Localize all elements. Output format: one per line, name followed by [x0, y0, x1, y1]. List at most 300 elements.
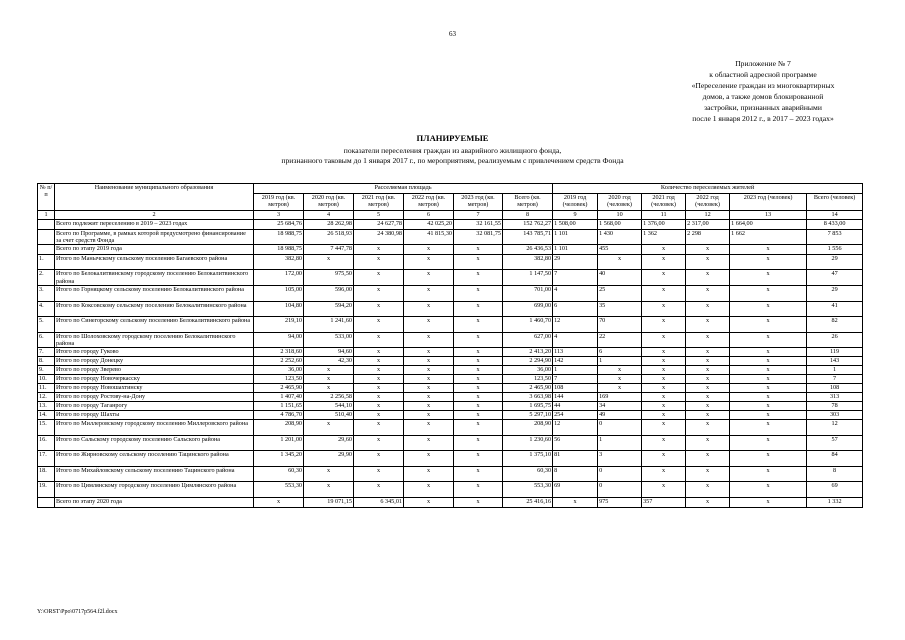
area-value: x	[354, 466, 404, 482]
area-value: 36,00	[503, 366, 553, 375]
area-value: 18 988,75	[254, 245, 304, 255]
row-name: Всего по этапу 2019 года	[55, 245, 254, 255]
people-value: x	[642, 270, 686, 286]
people-value: 313	[807, 393, 863, 402]
area-value: x	[354, 402, 404, 411]
column-number: 8	[503, 211, 553, 220]
area-value: 32 161,55	[454, 220, 503, 230]
area-value: x	[354, 317, 404, 333]
area-value: x	[304, 466, 354, 482]
header-people-group: Количество переселяемых жителей	[553, 184, 863, 194]
people-value: 57	[807, 435, 863, 451]
people-value: x	[686, 451, 730, 467]
people-value: x	[642, 375, 686, 384]
people-value: 169	[598, 393, 642, 402]
people-value: x	[686, 357, 730, 366]
people-value: 113	[553, 348, 598, 357]
people-value: 1 508,00	[553, 220, 598, 230]
row-name: Итого по Синегорскому сельскому поселению Белокалитвинского района	[55, 317, 254, 333]
people-value: 1	[553, 366, 598, 375]
people-value: x	[730, 393, 807, 402]
table-row	[38, 366, 863, 375]
people-value: x	[730, 411, 807, 420]
row-number: 10.	[38, 375, 55, 384]
people-value: x	[642, 411, 686, 420]
area-value: 26 518,93	[304, 229, 354, 245]
row-number	[38, 245, 55, 255]
people-value: x	[642, 348, 686, 357]
area-value: 553,30	[254, 482, 304, 498]
table-row	[38, 384, 863, 393]
area-value: x	[454, 402, 503, 411]
area-value: x	[454, 497, 503, 507]
people-value: x	[730, 384, 807, 393]
people-value: 143	[807, 357, 863, 366]
people-value: x	[730, 435, 807, 451]
column-number: 6	[404, 211, 454, 220]
area-value: 2 318,60	[254, 348, 304, 357]
row-number: 2.	[38, 270, 55, 286]
area-value: x	[304, 420, 354, 436]
area-value: 2 256,58	[304, 393, 354, 402]
area-value: x	[354, 482, 404, 498]
appendix-line: Приложение № 7	[735, 59, 791, 68]
document-title: ПЛАНИРУЕМЫЕ	[416, 133, 489, 143]
area-value: 1 241,60	[304, 317, 354, 333]
people-value: 4	[553, 286, 598, 302]
people-value: 357	[642, 497, 686, 507]
people-value: 8 433,00	[807, 220, 863, 230]
table-row	[38, 357, 863, 366]
people-value: 303	[807, 411, 863, 420]
row-number: 18.	[38, 466, 55, 482]
people-value: 29	[553, 254, 598, 270]
people-value: x	[642, 482, 686, 498]
people-value: 1 664,00	[730, 220, 807, 230]
area-value: 104,80	[254, 301, 304, 317]
area-value: 1 695,75	[503, 402, 553, 411]
row-number	[38, 220, 55, 230]
file-path-footer: Y:\ORST\Ppo\0717p564.f2l.docx	[37, 609, 118, 615]
row-number	[38, 497, 55, 507]
people-value: 69	[807, 482, 863, 498]
row-name: Итого по Жирновскому сельскому поселению Тацинского района	[55, 451, 254, 467]
people-value: x	[686, 497, 730, 507]
area-value: x	[404, 245, 454, 255]
people-value: x	[686, 332, 730, 348]
area-value: 699,00	[503, 301, 553, 317]
area-value: 6 345,01	[354, 497, 404, 507]
header-area-col: 2022 год (кв. метров)	[404, 194, 454, 211]
people-value: 1	[598, 435, 642, 451]
column-number: 5	[354, 211, 404, 220]
area-value: 2 465,90	[254, 384, 304, 393]
table-row	[38, 411, 863, 420]
table-row	[38, 317, 863, 333]
people-value: 2 298	[686, 229, 730, 245]
area-value: 1 147,50	[503, 270, 553, 286]
area-value: x	[454, 435, 503, 451]
people-value: x	[730, 420, 807, 436]
area-value: 1 201,00	[254, 435, 304, 451]
header-people-col: 2020 год (человек)	[598, 194, 642, 211]
row-name: Итого по городу Донецку	[55, 357, 254, 366]
people-value: x	[686, 317, 730, 333]
area-value: x	[404, 366, 454, 375]
row-name: Итого по городу Зверево	[55, 366, 254, 375]
people-value: 35	[598, 301, 642, 317]
row-number: 19.	[38, 482, 55, 498]
row-number: 13.	[38, 402, 55, 411]
people-value: 7	[807, 375, 863, 384]
people-value: x	[730, 497, 807, 507]
area-value: x	[354, 435, 404, 451]
row-number: 6.	[38, 332, 55, 348]
row-number: 7.	[38, 348, 55, 357]
column-number: 9	[553, 211, 598, 220]
people-value: 975	[598, 497, 642, 507]
people-value: 1 430	[598, 229, 642, 245]
area-value: x	[354, 375, 404, 384]
column-number: 14	[807, 211, 863, 220]
people-value: x	[730, 402, 807, 411]
people-value: x	[686, 466, 730, 482]
area-value: x	[404, 402, 454, 411]
area-value: 26 436,53	[503, 245, 553, 255]
header-people-col: 2019 год (человек)	[553, 194, 598, 211]
area-value: x	[454, 375, 503, 384]
people-value: x	[642, 435, 686, 451]
area-value: 975,50	[304, 270, 354, 286]
people-value: 0	[598, 466, 642, 482]
people-value: x	[686, 301, 730, 317]
people-value: x	[642, 384, 686, 393]
area-value: 94,00	[254, 332, 304, 348]
people-value: x	[686, 366, 730, 375]
area-value: x	[404, 420, 454, 436]
area-value: 544,10	[304, 402, 354, 411]
area-value: x	[354, 451, 404, 467]
table-row	[38, 254, 863, 270]
header-area-group: Расселяемая площадь	[254, 184, 553, 194]
appendix-block	[638, 58, 888, 124]
area-value: 25 416,16	[503, 497, 553, 507]
people-value: 29	[807, 286, 863, 302]
row-name: Итого по Белокалитвинскому городскому поселению Белокалитвинского района	[55, 270, 254, 286]
area-value: x	[454, 301, 503, 317]
area-value: 94,60	[304, 348, 354, 357]
area-value: x	[404, 482, 454, 498]
people-value: 26	[807, 332, 863, 348]
resettlement-table	[37, 183, 863, 508]
people-value: 119	[807, 348, 863, 357]
row-name: Итого по городу Гуково	[55, 348, 254, 357]
people-value: x	[642, 451, 686, 467]
area-value: x	[404, 466, 454, 482]
table-row	[38, 435, 863, 451]
people-value: x	[642, 286, 686, 302]
column-number: 13	[730, 211, 807, 220]
people-value: x	[642, 402, 686, 411]
area-value: x	[454, 466, 503, 482]
area-value: 1 230,60	[503, 435, 553, 451]
people-value: 44	[553, 402, 598, 411]
people-value: 1 101	[553, 229, 598, 245]
people-value: 1	[598, 357, 642, 366]
table-row	[38, 286, 863, 302]
people-value: 1 662	[730, 229, 807, 245]
people-value: x	[686, 482, 730, 498]
area-value: x	[404, 270, 454, 286]
area-value: x	[404, 451, 454, 467]
people-value: 254	[553, 411, 598, 420]
row-number: 5.	[38, 317, 55, 333]
row-number: 9.	[38, 366, 55, 375]
area-value: x	[354, 357, 404, 366]
area-value: x	[454, 317, 503, 333]
area-value: 42,30	[304, 357, 354, 366]
people-value: x	[642, 245, 686, 255]
area-value: 36,00	[254, 366, 304, 375]
area-value: x	[354, 420, 404, 436]
row-name: Всего подлежит переселению в 2019 – 2023 годах	[55, 220, 254, 230]
people-value: x	[730, 451, 807, 467]
row-name: Итого по Цимлянскому городскому поселению Цимлянского района	[55, 482, 254, 498]
area-value: 123,50	[503, 375, 553, 384]
row-number: 3.	[38, 286, 55, 302]
people-value: 29	[807, 254, 863, 270]
document-subtitle	[0, 146, 905, 166]
area-value: x	[404, 435, 454, 451]
table-row	[38, 332, 863, 348]
header-num: № п/п	[38, 184, 55, 211]
people-value: 12	[553, 420, 598, 436]
area-value: x	[404, 301, 454, 317]
table-row	[38, 375, 863, 384]
people-value: 34	[598, 402, 642, 411]
area-value: 28 262,98	[304, 220, 354, 230]
area-value: x	[454, 420, 503, 436]
column-number: 11	[642, 211, 686, 220]
area-value: x	[354, 245, 404, 255]
area-value: x	[454, 332, 503, 348]
row-number: 16.	[38, 435, 55, 451]
people-value: x	[730, 375, 807, 384]
area-value: 533,00	[304, 332, 354, 348]
people-value: x	[730, 357, 807, 366]
table-row	[38, 402, 863, 411]
people-value: 1	[807, 366, 863, 375]
row-name: Итого по Горняцкому сельскому поселению Белокалитвинского района	[55, 286, 254, 302]
people-value: x	[686, 420, 730, 436]
area-value: x	[404, 286, 454, 302]
people-value: 1 568,00	[598, 220, 642, 230]
area-value: 208,90	[254, 420, 304, 436]
area-value: x	[404, 497, 454, 507]
people-value: x	[730, 317, 807, 333]
table-row	[38, 466, 863, 482]
subtitle-line: показатели переселения граждан из аварийного жилищного фонда,	[343, 146, 562, 155]
people-value: 56	[553, 435, 598, 451]
row-name: Итого по городу Новошахтинску	[55, 384, 254, 393]
people-value: 3	[598, 451, 642, 467]
area-value: x	[354, 411, 404, 420]
header-people-col: 2022 год (человек)	[686, 194, 730, 211]
row-number: 17.	[38, 451, 55, 467]
people-value: 47	[807, 270, 863, 286]
people-value: x	[598, 375, 642, 384]
area-value: 152 762,27	[503, 220, 553, 230]
column-number: 12	[686, 211, 730, 220]
people-value: x	[730, 332, 807, 348]
area-value: 553,30	[503, 482, 553, 498]
people-value: x	[642, 420, 686, 436]
column-number: 1	[38, 211, 55, 220]
area-value: 3 663,98	[503, 393, 553, 402]
area-value: 1 460,70	[503, 317, 553, 333]
people-value: 4	[553, 332, 598, 348]
people-value: x	[730, 301, 807, 317]
table-row	[38, 245, 863, 255]
area-value: 32 081,75	[454, 229, 503, 245]
people-value: 108	[553, 384, 598, 393]
area-value: 594,20	[304, 301, 354, 317]
area-value: x	[254, 497, 304, 507]
area-value: x	[404, 348, 454, 357]
people-value: 1 556	[807, 245, 863, 255]
people-value: 84	[807, 451, 863, 467]
row-name: Итого по городу Ростову-на-Дону	[55, 393, 254, 402]
area-value: 123,50	[254, 375, 304, 384]
area-value: 143 785,71	[503, 229, 553, 245]
area-value: 5 297,10	[503, 411, 553, 420]
area-value: 2 252,60	[254, 357, 304, 366]
area-value: x	[354, 366, 404, 375]
row-name: Итого по Манычскому сельскому поселению Багаевского района	[55, 254, 254, 270]
people-value: 41	[807, 301, 863, 317]
row-number: 11.	[38, 384, 55, 393]
area-value: 382,80	[503, 254, 553, 270]
header-people-col: 2023 год (человек)	[730, 194, 807, 211]
row-number: 14.	[38, 411, 55, 420]
area-value: 2 413,20	[503, 348, 553, 357]
people-value: 8	[807, 466, 863, 482]
people-value: x	[686, 411, 730, 420]
area-value: 1 345,20	[254, 451, 304, 467]
people-value: 0	[598, 482, 642, 498]
area-value: x	[454, 393, 503, 402]
people-value: x	[730, 245, 807, 255]
people-value: x	[642, 301, 686, 317]
people-value: x	[553, 497, 598, 507]
people-value: 1 362	[642, 229, 686, 245]
area-value: 1 407,40	[254, 393, 304, 402]
row-name: Итого по Коксовскому сельскому поселению Белокалитвинского района	[55, 301, 254, 317]
area-value: x	[354, 301, 404, 317]
people-value: x	[686, 393, 730, 402]
people-value: x	[642, 254, 686, 270]
area-value: x	[404, 357, 454, 366]
people-value: 142	[553, 357, 598, 366]
area-value: x	[404, 384, 454, 393]
area-value: 7 447,78	[304, 245, 354, 255]
people-value: 78	[807, 402, 863, 411]
header-area-col: Всего (кв. метров)	[503, 194, 553, 211]
people-value: x	[730, 366, 807, 375]
people-value: 455	[598, 245, 642, 255]
people-value: x	[686, 375, 730, 384]
area-value: x	[354, 254, 404, 270]
area-value: 24 380,98	[354, 229, 404, 245]
people-value: x	[598, 366, 642, 375]
area-value: x	[454, 286, 503, 302]
people-value: 1 101	[553, 245, 598, 255]
area-value: 29,60	[304, 435, 354, 451]
area-value: x	[404, 254, 454, 270]
column-number: 3	[254, 211, 304, 220]
row-name: Итого по Сальскому городскому поселению Сальского района	[55, 435, 254, 451]
table-row	[38, 482, 863, 498]
people-value: x	[686, 348, 730, 357]
area-value: 18 988,75	[254, 229, 304, 245]
column-numbers-row	[38, 211, 863, 220]
area-value: 41 815,30	[404, 229, 454, 245]
area-value: x	[454, 245, 503, 255]
area-value: x	[454, 270, 503, 286]
area-value: 60,30	[254, 466, 304, 482]
people-value: x	[642, 357, 686, 366]
people-value: x	[642, 393, 686, 402]
people-value: x	[730, 348, 807, 357]
people-value: 40	[598, 270, 642, 286]
area-value: x	[304, 482, 354, 498]
table-row	[38, 229, 863, 245]
page-number: 63	[449, 30, 456, 38]
people-value: x	[686, 286, 730, 302]
people-value: x	[686, 270, 730, 286]
area-value: x	[304, 254, 354, 270]
header-area-col: 2021 год (кв. метров)	[354, 194, 404, 211]
people-value: x	[686, 435, 730, 451]
header-people-col: Всего (человек)	[807, 194, 863, 211]
header-area-col: 2023 год (кв. метров)	[454, 194, 503, 211]
row-name: Итого по городу Шахты	[55, 411, 254, 420]
people-value: x	[730, 254, 807, 270]
table-row	[38, 220, 863, 230]
people-value: x	[598, 384, 642, 393]
people-value: 7	[553, 270, 598, 286]
area-value: 596,00	[304, 286, 354, 302]
area-value: x	[454, 482, 503, 498]
area-value: x	[354, 270, 404, 286]
people-value: x	[730, 286, 807, 302]
area-value: x	[304, 384, 354, 393]
people-value: x	[598, 254, 642, 270]
area-value: x	[354, 393, 404, 402]
people-value: x	[642, 466, 686, 482]
people-value: 49	[598, 411, 642, 420]
people-value: 108	[807, 384, 863, 393]
column-number: 2	[55, 211, 254, 220]
area-value: 42 025,20	[404, 220, 454, 230]
appendix-line: застройки, признанных аварийными	[704, 103, 822, 112]
area-value: 2 465,90	[503, 384, 553, 393]
area-value: 219,10	[254, 317, 304, 333]
people-value: x	[642, 317, 686, 333]
people-value: 0	[598, 420, 642, 436]
row-name: Итого по Михайловскому сельскому поселению Тацинского района	[55, 466, 254, 482]
area-value: 29,90	[304, 451, 354, 467]
